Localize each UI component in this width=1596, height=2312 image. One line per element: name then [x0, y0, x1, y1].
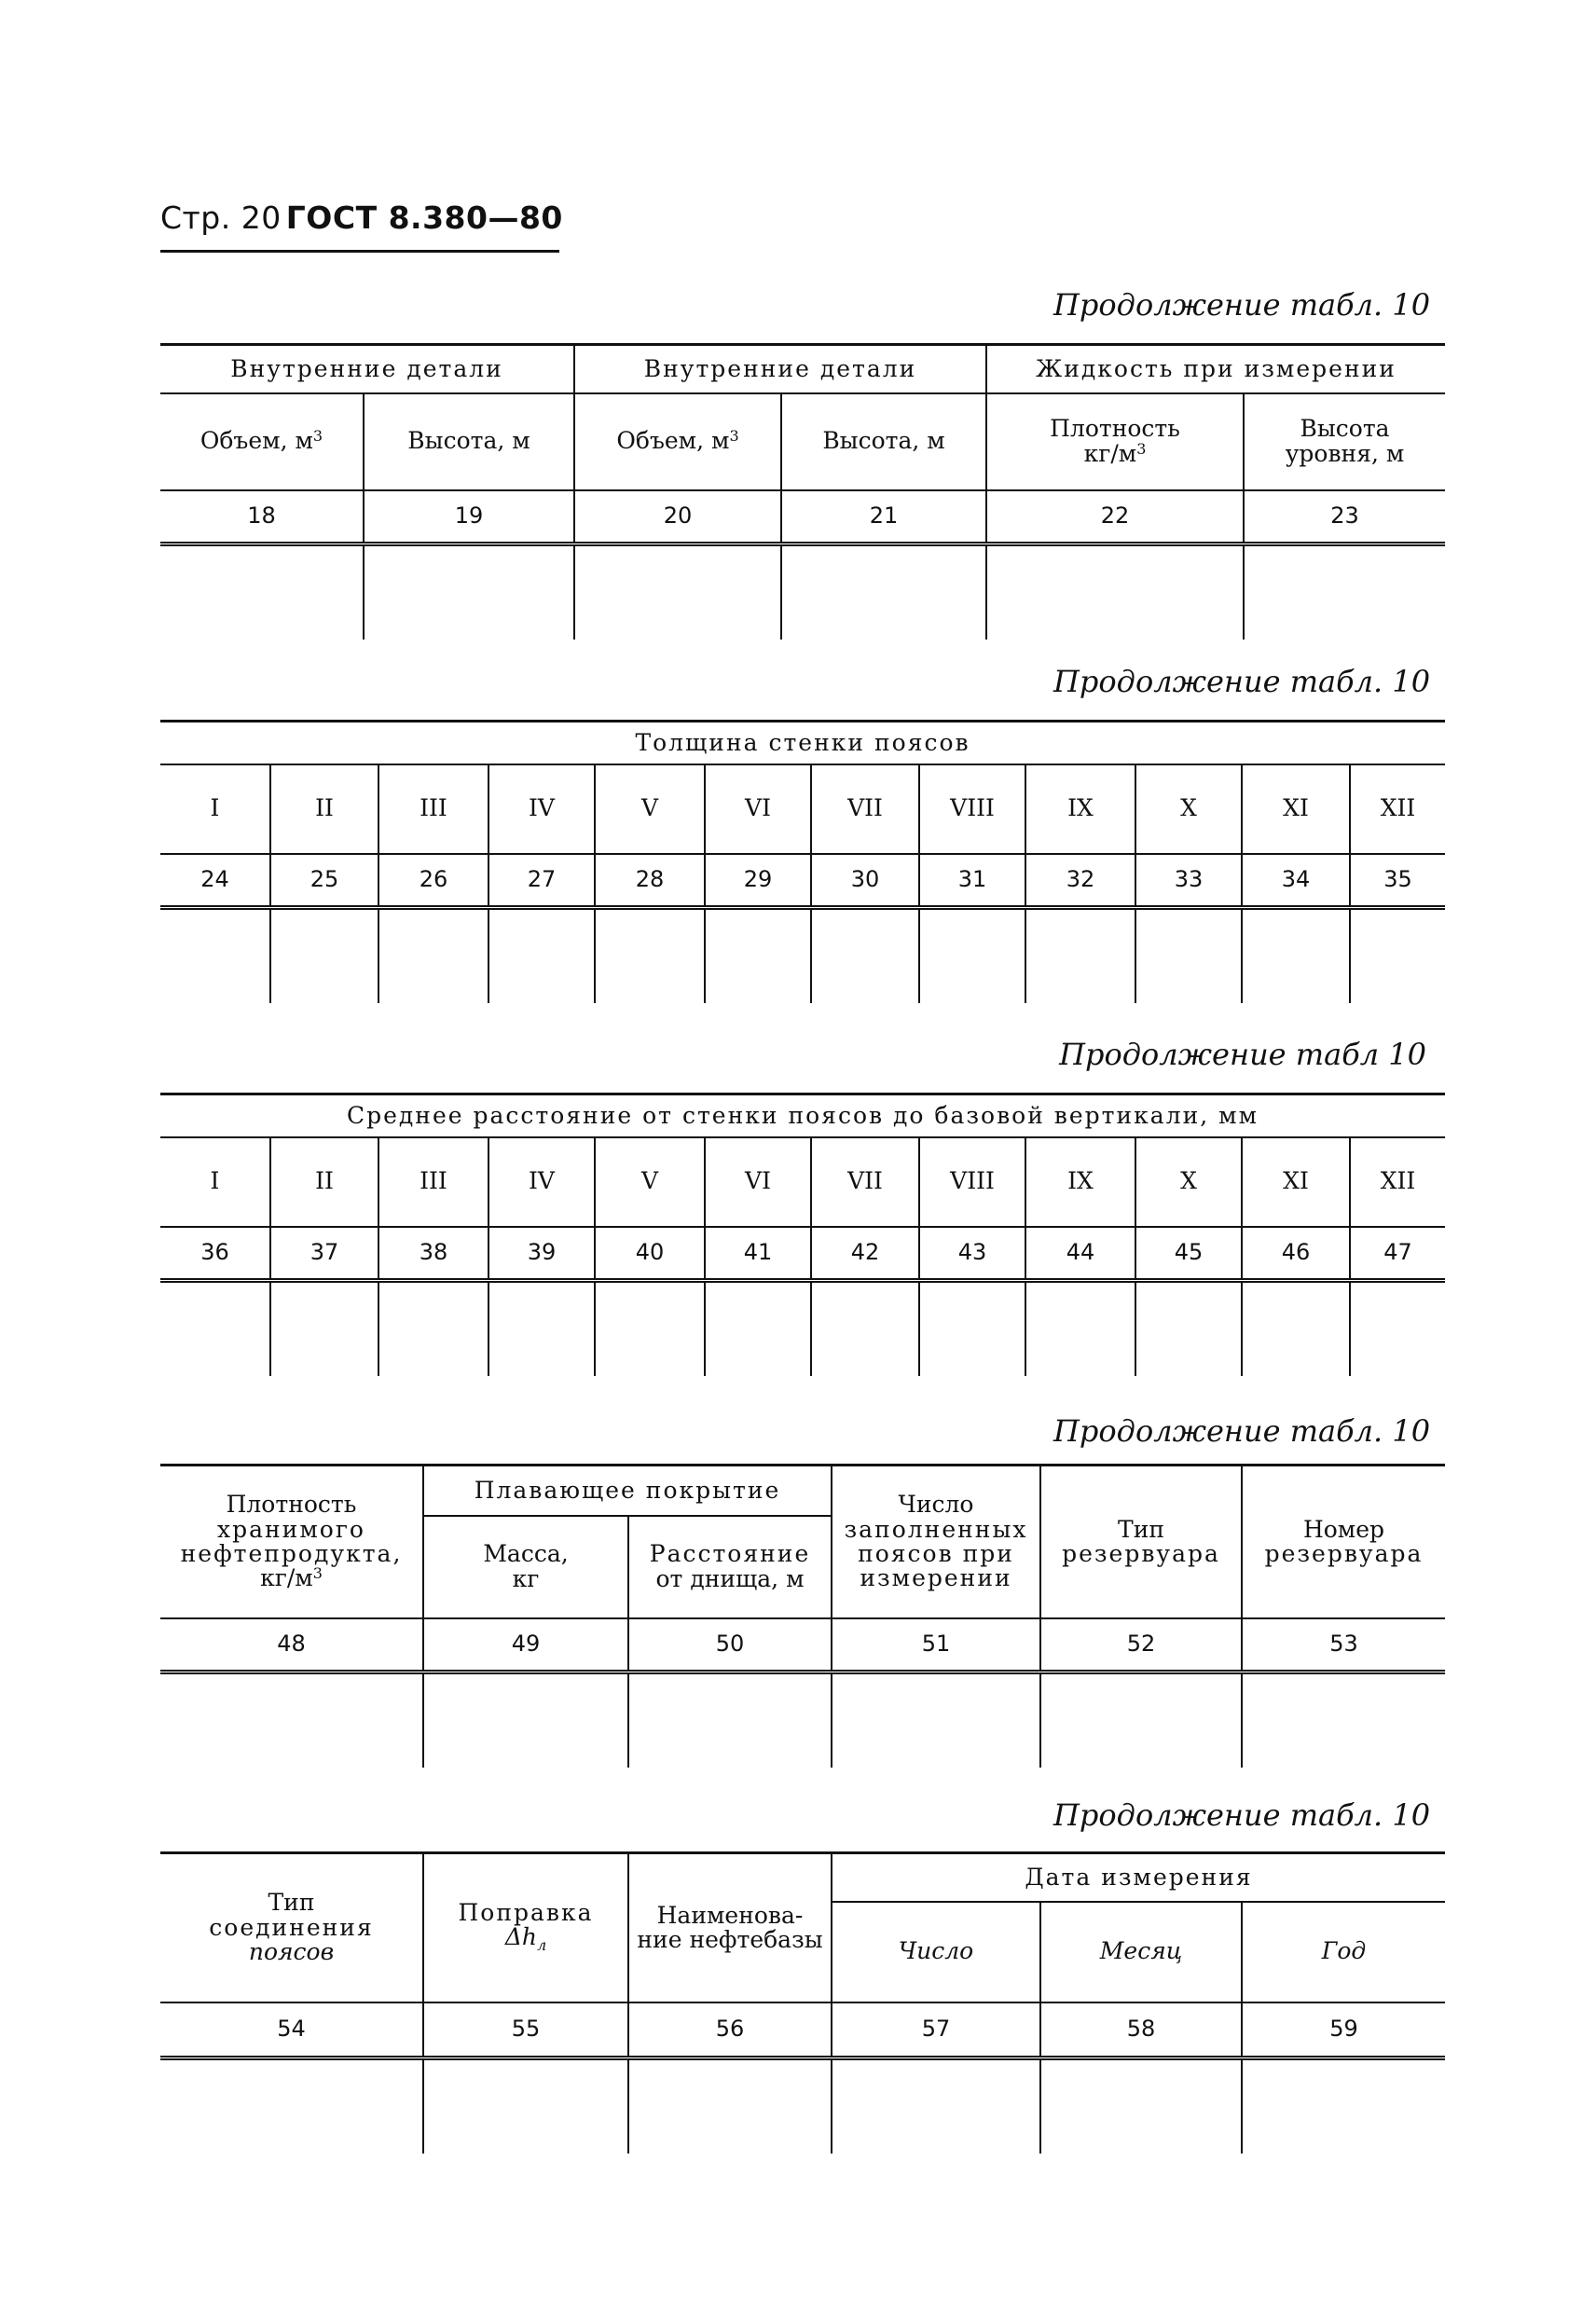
group-internal-details-1: Внутренние детали	[160, 345, 574, 393]
table-title: Толщина стенки поясов	[160, 722, 1445, 764]
group-floating-cover: Плавающее покрытие	[423, 1466, 832, 1516]
col-21-height: Высота, м	[781, 393, 986, 490]
page-header	[160, 200, 563, 236]
col-56-depot-name: Наименова- ние нефтебазы	[628, 1853, 832, 2002]
belt-roman-numeral: III	[378, 1137, 488, 1227]
col-number: 42	[811, 1227, 919, 1281]
col-58-month: Месяц	[1040, 1902, 1242, 2002]
table-continuation-caption: Продолжение табл. 10	[1053, 1413, 1431, 1449]
belt-roman-numeral: VI	[705, 1137, 811, 1227]
col-number: 57	[832, 2002, 1040, 2058]
belt-roman-numeral: XI	[1242, 764, 1350, 854]
belt-roman-numeral: VI	[705, 764, 811, 854]
col-number: 41	[705, 1227, 811, 1281]
col-number: 31	[919, 854, 1025, 908]
col-number: 51	[832, 1618, 1040, 1672]
table-measurement-date	[160, 1851, 1445, 2154]
belt-roman-numeral: I	[160, 1137, 270, 1227]
col-number: 50	[628, 1618, 832, 1672]
col-22-density: Плотность $кг/м^3$	[986, 393, 1244, 490]
col-number: 26	[378, 854, 488, 908]
col-53-tank-number: Номер резервуара	[1242, 1466, 1445, 1618]
header-rule	[160, 250, 559, 253]
col-number: 37	[270, 1227, 378, 1281]
table-continuation-caption: Продолжение табл. 10	[1053, 1797, 1431, 1833]
col-number: 58	[1040, 2002, 1242, 2058]
table-average-distance	[160, 1093, 1445, 1376]
col-50-distance: Расстояние от днища, м	[628, 1516, 832, 1618]
col-57-day: Число	[832, 1902, 1040, 2002]
blank-row	[160, 908, 1445, 1004]
col-number: 22	[986, 490, 1244, 544]
col-49-mass: Масса, кг	[423, 1516, 628, 1618]
belt-roman-numeral: X	[1135, 1137, 1242, 1227]
belt-roman-numeral: IX	[1025, 764, 1135, 854]
col-52-tank-type: Тип резервуара	[1040, 1466, 1242, 1618]
belt-roman-numeral: VIII	[919, 1137, 1025, 1227]
group-liquid: Жидкость при измерении	[986, 345, 1445, 393]
col-number: 45	[1135, 1227, 1242, 1281]
col-number: 32	[1025, 854, 1135, 908]
table-internal-details	[160, 343, 1445, 640]
col-51-filled-belts: Число заполненных поясов при измерении	[832, 1466, 1040, 1618]
col-number: 21	[781, 490, 986, 544]
col-number: 47	[1350, 1227, 1445, 1281]
belt-roman-numeral: III	[378, 764, 488, 854]
col-number: 44	[1025, 1227, 1135, 1281]
col-number: 55	[423, 2002, 628, 2058]
col-number: 19	[364, 490, 574, 544]
table-title: Среднее расстояние от стенки поясов до базовой вертикали, мм	[160, 1094, 1445, 1137]
blank-row	[160, 1672, 1445, 1768]
belt-roman-numeral: VII	[811, 1137, 919, 1227]
belt-roman-numeral: II	[270, 1137, 378, 1227]
belt-roman-numeral: IV	[488, 764, 595, 854]
document-code: ГОСТ 8.380—80	[285, 200, 563, 236]
col-59-year: Год	[1242, 1902, 1445, 2002]
blank-row	[160, 2058, 1445, 2154]
col-number: 40	[595, 1227, 705, 1281]
col-number: 53	[1242, 1618, 1445, 1672]
col-number: 28	[595, 854, 705, 908]
col-number: 54	[160, 2002, 423, 2058]
belt-roman-numeral: II	[270, 764, 378, 854]
col-18-volume: Объем, $м^3$	[160, 393, 364, 490]
col-19-height: Высота, м	[364, 393, 574, 490]
col-number: 30	[811, 854, 919, 908]
col-number: 43	[919, 1227, 1025, 1281]
col-number: 18	[160, 490, 364, 544]
col-number: 29	[705, 854, 811, 908]
col-number: 48	[160, 1618, 423, 1672]
col-number: 56	[628, 2002, 832, 2058]
blank-row	[160, 1281, 1445, 1377]
belt-roman-numeral: XII	[1350, 764, 1445, 854]
col-number: 46	[1242, 1227, 1350, 1281]
belt-roman-numeral: X	[1135, 764, 1242, 854]
col-number: 25	[270, 854, 378, 908]
col-number: 52	[1040, 1618, 1242, 1672]
col-48-density: Плотность хранимого нефтепродукта, $кг/м^3$	[160, 1466, 423, 1618]
belt-roman-numeral: VIII	[919, 764, 1025, 854]
belt-roman-numeral: IV	[488, 1137, 595, 1227]
table-continuation-caption: Продолжение табл. 10	[1053, 664, 1431, 699]
belt-roman-numeral: I	[160, 764, 270, 854]
table-stored-product	[160, 1464, 1445, 1768]
col-number: 27	[488, 854, 595, 908]
col-number: 49	[423, 1618, 628, 1672]
col-number: 39	[488, 1227, 595, 1281]
col-number: 59	[1242, 2002, 1445, 2058]
belt-roman-numeral: XII	[1350, 1137, 1445, 1227]
table-continuation-caption: Продолжение табл 10	[1059, 1037, 1426, 1072]
col-number: 33	[1135, 854, 1242, 908]
blank-row	[160, 544, 1445, 640]
col-number: 20	[574, 490, 781, 544]
col-20-volume: Объем, $м^3$	[574, 393, 781, 490]
page-number: Стр. 20	[160, 200, 282, 236]
belt-roman-numeral: XI	[1242, 1137, 1350, 1227]
group-measurement-date: Дата измерения	[832, 1853, 1445, 1902]
col-number: 23	[1244, 490, 1445, 544]
col-number: 36	[160, 1227, 270, 1281]
belt-roman-numeral: V	[595, 1137, 705, 1227]
table-wall-thickness	[160, 720, 1445, 1003]
belt-roman-numeral: V	[595, 764, 705, 854]
group-internal-details-2: Внутренние детали	[574, 345, 986, 393]
table-continuation-caption: Продолжение табл. 10	[1053, 287, 1431, 323]
belt-roman-numeral: IX	[1025, 1137, 1135, 1227]
belt-roman-numeral: VII	[811, 764, 919, 854]
col-number: 34	[1242, 854, 1350, 908]
col-number: 35	[1350, 854, 1445, 908]
col-number: 24	[160, 854, 270, 908]
col-54-joint-type: Тип соединения поясов	[160, 1853, 423, 2002]
col-23-level: Высота уровня, м	[1244, 393, 1445, 490]
col-number: 38	[378, 1227, 488, 1281]
col-55-correction: Поправка $\Delta h_л$	[423, 1853, 628, 2002]
